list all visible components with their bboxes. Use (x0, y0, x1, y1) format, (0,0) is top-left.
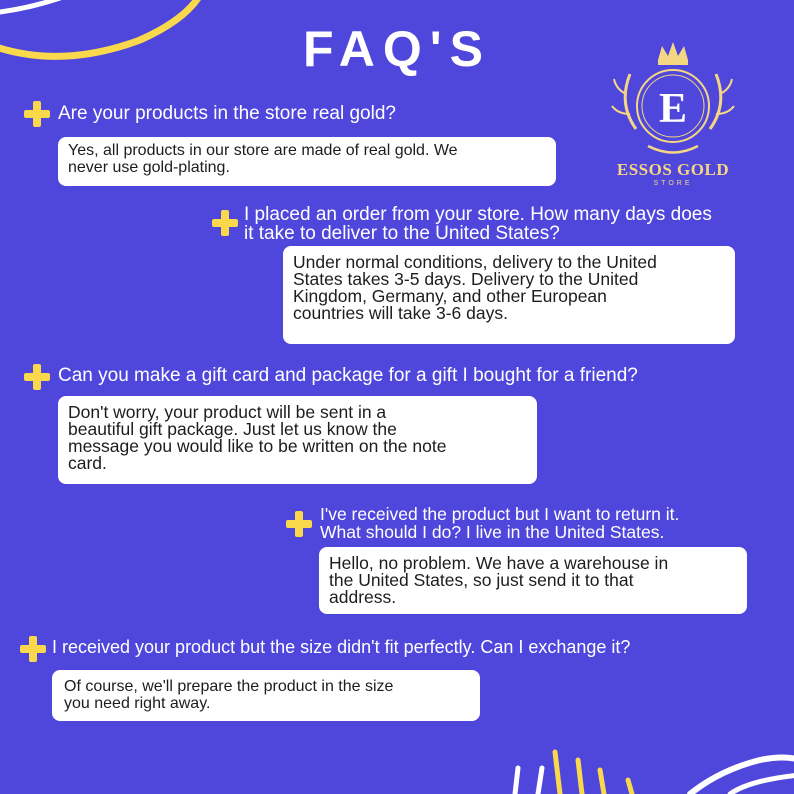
answer-line: message you would like to be written on the note (68, 436, 447, 456)
answer-line: Don't worry, your product will be sent in a (68, 402, 387, 422)
faq-question: Can you make a gift card and package for a gift I bought for a friend? (58, 365, 638, 386)
question-line: I placed an order from your store. How many days does (244, 204, 712, 225)
question-line: it take to deliver to the United States? (244, 223, 560, 244)
answer-line: Hello, no problem. We have a warehouse in (329, 553, 669, 573)
answer-line: the United States, so just send it to that (329, 570, 634, 590)
answer-line: never use gold-plating. (68, 159, 230, 176)
faq-answer (58, 396, 537, 484)
answer-line: beautiful gift package. Just let us know the (68, 419, 397, 439)
faq-question (320, 505, 679, 541)
answer-line: card. (68, 453, 107, 473)
top-left-white-stroke (0, 0, 60, 12)
faq-answer (319, 547, 747, 614)
plus-icon (22, 99, 52, 129)
plus-icon (210, 208, 240, 238)
plus-icon (284, 509, 314, 539)
answer-line: States takes 3-5 days. Delivery to the United (293, 269, 639, 289)
answer-line: address. (329, 587, 397, 607)
plus-icon (18, 634, 48, 664)
page-title: FAQ'S (302, 21, 492, 77)
question-line: What should I do? I live in the United States. (320, 522, 665, 542)
faq-answer (58, 137, 556, 186)
answer-line: you need right away. (64, 695, 211, 712)
faq-answer (52, 670, 480, 721)
brand-subtitle: STORE (653, 180, 693, 187)
answer-line: countries will take 3-6 days. (293, 303, 508, 323)
faq-question: Are your products in the store real gold? (58, 103, 396, 124)
answer-line: Of course, we'll prepare the product in the size (64, 678, 394, 695)
brand-name: ESSOS GOLD (616, 160, 730, 179)
faq-answer (283, 246, 735, 344)
question-line: I've received the product but I want to return it. (320, 504, 680, 524)
bottom-right-strokes (515, 752, 794, 794)
answer-line: Kingdom, Germany, and other European (293, 286, 607, 306)
plus-icon (22, 362, 52, 392)
faq-question (244, 205, 712, 243)
logo-letter: E (658, 86, 688, 132)
faq-question: I received your product but the size didn't fit perfectly. Can I exchange it? (52, 637, 631, 657)
answer-line: Under normal conditions, delivery to the United (293, 252, 657, 272)
answer-line: Yes, all products in our store are made of real gold. We (68, 142, 458, 159)
